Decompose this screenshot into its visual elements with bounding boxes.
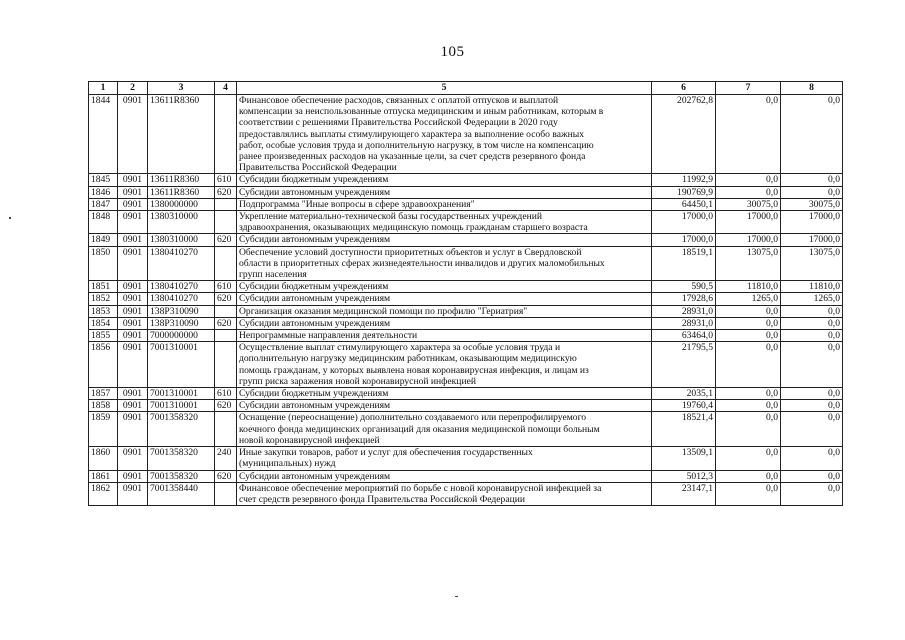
row-number: 1850 — [89, 246, 118, 281]
row-number: 1860 — [89, 447, 118, 470]
table-row — [89, 447, 843, 470]
item-description — [237, 246, 652, 281]
amount-2023: 0,0 — [781, 174, 843, 186]
row-number: 1851 — [89, 281, 118, 293]
expense-type-code — [215, 482, 237, 505]
expense-type-code: 620 — [215, 293, 237, 305]
item-description — [237, 95, 652, 174]
row-number: 1853 — [89, 305, 118, 317]
amount-2023: 0,0 — [781, 95, 843, 174]
description-line: ранее произведенных расходов на указанные цели, за счет средств резервного фонда — [239, 151, 586, 163]
target-article-code: 138P310090 — [148, 317, 215, 329]
amount-2023: 0,0 — [781, 330, 843, 342]
amount-2022: 0,0 — [716, 330, 781, 342]
table-row — [89, 342, 843, 388]
amount-2022: 0,0 — [716, 470, 781, 482]
amount-2022: 0,0 — [716, 447, 781, 470]
header-col-3: 3 — [148, 82, 215, 95]
description-line: групп риска заражения новой коронавирусной инфекцией — [239, 375, 476, 387]
budget-table — [88, 81, 843, 506]
description-line: групп населения — [239, 269, 307, 281]
table-row — [89, 186, 843, 198]
row-number: 1855 — [89, 330, 118, 342]
row-number: 1862 — [89, 482, 118, 505]
section-code: 0901 — [118, 305, 148, 317]
description-line: Оснащение (переоснащение) дополнительно создаваемого или перепрофилируемого — [239, 412, 587, 424]
target-article-code: 1380410270 — [148, 281, 215, 293]
amount-2022: 0,0 — [716, 342, 781, 388]
table-header — [89, 82, 843, 95]
target-article-code: 1380410270 — [148, 246, 215, 281]
description-line: соответствии с решениями Правительства Российской Федерации в 2020 году — [239, 117, 558, 129]
header-col-4: 4 — [215, 82, 237, 95]
header-col-2: 2 — [118, 82, 148, 95]
amount-2022: 11810,0 — [716, 281, 781, 293]
table-row — [89, 470, 843, 482]
amount-2021: 2035,1 — [652, 388, 716, 400]
amount-2022: 0,0 — [716, 186, 781, 198]
item-description — [237, 330, 652, 342]
header-col-7: 7 — [716, 82, 781, 95]
amount-2021: 28931,0 — [652, 317, 716, 329]
amount-2021: 17000,0 — [652, 234, 716, 246]
amount-2021: 17928,6 — [652, 293, 716, 305]
expense-type-code: 610 — [215, 388, 237, 400]
row-number: 1857 — [89, 388, 118, 400]
expense-type-code — [215, 412, 237, 447]
table-row — [89, 293, 843, 305]
target-article-code: 7000000000 — [148, 330, 215, 342]
target-article-code: 1380310000 — [148, 211, 215, 234]
amount-2021: 11992,9 — [652, 174, 716, 186]
expense-type-code — [215, 198, 237, 210]
amount-2023: 0,0 — [781, 305, 843, 317]
header-col-6: 6 — [652, 82, 716, 95]
amount-2022: 0,0 — [716, 95, 781, 174]
amount-2022: 0,0 — [716, 305, 781, 317]
amount-2022: 0,0 — [716, 400, 781, 412]
expense-type-code: 620 — [215, 234, 237, 246]
amount-2021: 17000,0 — [652, 211, 716, 234]
item-description — [237, 342, 652, 388]
table-row — [89, 198, 843, 210]
expense-type-code: 610 — [215, 174, 237, 186]
expense-type-code: 240 — [215, 447, 237, 470]
table-row — [89, 234, 843, 246]
target-article-code: 1380000000 — [148, 198, 215, 210]
description-line: Организация оказания медицинской помощи по профилю "Гериатрия" — [239, 305, 528, 317]
section-code: 0901 — [118, 330, 148, 342]
target-article-code: 7001310001 — [148, 388, 215, 400]
page-number: 105 — [440, 44, 465, 60]
section-code: 0901 — [118, 281, 148, 293]
item-description — [237, 317, 652, 329]
row-number: 1852 — [89, 293, 118, 305]
row-number: 1848 — [89, 211, 118, 234]
amount-2022: 0,0 — [716, 412, 781, 447]
expense-type-code — [215, 95, 237, 174]
section-code: 0901 — [118, 95, 148, 174]
item-description — [237, 211, 652, 234]
target-article-code: 7001310001 — [148, 342, 215, 388]
description-line: Подпрограмма "Иные вопросы в сфере здравоохранения" — [239, 198, 475, 210]
amount-2023: 17000,0 — [781, 234, 843, 246]
description-line: Укрепление материально-технической базы государственных учреждений — [239, 211, 542, 223]
description-line: Субсидии бюджетным учреждениям — [239, 281, 389, 293]
row-number: 1856 — [89, 342, 118, 388]
expense-type-code — [215, 211, 237, 234]
item-description — [237, 482, 652, 505]
item-description — [237, 470, 652, 482]
amount-2021: 202762,8 — [652, 95, 716, 174]
expense-type-code: 620 — [215, 400, 237, 412]
header-col-5: 5 — [237, 82, 652, 95]
scan-mark-left — [9, 217, 11, 219]
amount-2022: 0,0 — [716, 388, 781, 400]
expense-type-code — [215, 342, 237, 388]
amount-2021: 18521,4 — [652, 412, 716, 447]
amount-2021: 63464,0 — [652, 330, 716, 342]
section-code: 0901 — [118, 293, 148, 305]
row-number: 1859 — [89, 412, 118, 447]
amount-2021: 23147,1 — [652, 482, 716, 505]
description-line: компенсации за неиспользованные отпуска медицинским и иным работникам, которым в — [239, 106, 604, 118]
description-line: предоставлялись выплаты стимулирующего характера за выполнение особо важных — [239, 128, 585, 140]
target-article-code: 13611R8360 — [148, 174, 215, 186]
amount-2021: 64450,1 — [652, 198, 716, 210]
item-description — [237, 281, 652, 293]
expense-type-code — [215, 246, 237, 281]
section-code: 0901 — [118, 186, 148, 198]
amount-2021: 18519,1 — [652, 246, 716, 281]
description-line: новой коронавирусной инфекцией — [239, 434, 380, 446]
description-line: Осуществление выплат стимулирующего характера за особые условия труда и — [239, 342, 561, 354]
section-code: 0901 — [118, 400, 148, 412]
row-number: 1858 — [89, 400, 118, 412]
table-row — [89, 317, 843, 329]
description-line: Субсидии автономным учреждениям — [239, 470, 391, 482]
row-number: 1847 — [89, 198, 118, 210]
section-code: 0901 — [118, 470, 148, 482]
section-code: 0901 — [118, 482, 148, 505]
item-description — [237, 412, 652, 447]
item-description — [237, 174, 652, 186]
amount-2021: 21795,5 — [652, 342, 716, 388]
row-number: 1861 — [89, 470, 118, 482]
item-description — [237, 186, 652, 198]
description-line: дополнительную нагрузку медицинским работникам, оказывающим медицинскую — [239, 353, 577, 365]
description-line: Субсидии автономным учреждениям — [239, 293, 391, 305]
row-number: 1844 — [89, 95, 118, 174]
amount-2021: 19760,4 — [652, 400, 716, 412]
target-article-code: 138P310090 — [148, 305, 215, 317]
target-article-code: 7001358320 — [148, 470, 215, 482]
amount-2023: 30075,0 — [781, 198, 843, 210]
amount-2022: 13075,0 — [716, 246, 781, 281]
table-body — [89, 95, 843, 506]
description-line: Субсидии бюджетным учреждениям — [239, 174, 389, 186]
table-row — [89, 330, 843, 342]
amount-2023: 0,0 — [781, 400, 843, 412]
row-number: 1846 — [89, 186, 118, 198]
target-article-code: 7001358320 — [148, 412, 215, 447]
item-description — [237, 305, 652, 317]
expense-type-code: 620 — [215, 470, 237, 482]
row-number: 1849 — [89, 234, 118, 246]
amount-2023: 0,0 — [781, 412, 843, 447]
description-line: Субсидии автономным учреждениям — [239, 400, 391, 412]
row-number: 1845 — [89, 174, 118, 186]
amount-2023: 0,0 — [781, 388, 843, 400]
section-code: 0901 — [118, 211, 148, 234]
section-code: 0901 — [118, 246, 148, 281]
scan-mark-bottom — [455, 596, 458, 597]
expense-type-code: 620 — [215, 186, 237, 198]
amount-2022: 1265,0 — [716, 293, 781, 305]
section-code: 0901 — [118, 388, 148, 400]
description-line: Субсидии автономным учреждениям — [239, 186, 391, 198]
item-description — [237, 388, 652, 400]
section-code: 0901 — [118, 447, 148, 470]
table-row — [89, 246, 843, 281]
amount-2022: 0,0 — [716, 482, 781, 505]
table-row — [89, 482, 843, 505]
target-article-code: 7001358320 — [148, 447, 215, 470]
description-line: (муниципальных) нужд — [239, 458, 336, 470]
description-line: счет средств резервного фонда Правительства Российской Федерации — [239, 493, 525, 505]
description-line: Финансовое обеспечение расходов, связанных с оплатой отпусков и выплатой — [239, 95, 559, 106]
description-line: Правительства Российской Федерации — [239, 162, 397, 174]
table-row — [89, 305, 843, 317]
item-description — [237, 400, 652, 412]
row-number: 1854 — [89, 317, 118, 329]
description-line: Иные закупки товаров, работ и услуг для обеспечения государственных — [239, 447, 533, 459]
expense-type-code: 620 — [215, 317, 237, 329]
table-row — [89, 388, 843, 400]
item-description — [237, 234, 652, 246]
amount-2021: 13509,1 — [652, 447, 716, 470]
description-line: здравоохранения, оказывающих медицинскую помощь гражданам старшего возраста — [239, 222, 588, 234]
description-line: Обеспечение условий доступности приоритетных объектов и услуг в Свердловской — [239, 246, 582, 258]
description-line: Финансовое обеспечение мероприятий по борьбе с новой коронавирусной инфекцией за — [239, 482, 602, 494]
amount-2022: 30075,0 — [716, 198, 781, 210]
description-line: Субсидии автономным учреждениям — [239, 317, 391, 329]
section-code: 0901 — [118, 412, 148, 447]
target-article-code: 13611R8360 — [148, 95, 215, 174]
expense-type-code — [215, 305, 237, 317]
table-row — [89, 400, 843, 412]
amount-2023: 0,0 — [781, 482, 843, 505]
amount-2023: 17000,0 — [781, 211, 843, 234]
table-row — [89, 174, 843, 186]
target-article-code: 7001358440 — [148, 482, 215, 505]
section-code: 0901 — [118, 234, 148, 246]
description-line: коечного фонда медицинских организаций для оказания медицинской помощи больным — [239, 423, 600, 435]
header-row — [89, 82, 843, 95]
amount-2023: 0,0 — [781, 317, 843, 329]
amount-2023: 0,0 — [781, 447, 843, 470]
target-article-code: 1380410270 — [148, 293, 215, 305]
target-article-code: 1380310000 — [148, 234, 215, 246]
amount-2023: 0,0 — [781, 186, 843, 198]
amount-2021: 590,5 — [652, 281, 716, 293]
description-line: Непрограммные направления деятельности — [239, 330, 418, 342]
amount-2023: 1265,0 — [781, 293, 843, 305]
header-col-1: 1 — [89, 82, 118, 95]
amount-2022: 17000,0 — [716, 234, 781, 246]
table-row — [89, 412, 843, 447]
item-description — [237, 198, 652, 210]
target-article-code: 13611R8360 — [148, 186, 215, 198]
amount-2021: 190769,9 — [652, 186, 716, 198]
description-line: области в приоритетных сферах жизнедеятельности инвалидов и других маломобильных — [239, 257, 605, 269]
amount-2023: 11810,0 — [781, 281, 843, 293]
amount-2021: 28931,0 — [652, 305, 716, 317]
amount-2022: 17000,0 — [716, 211, 781, 234]
expense-type-code: 610 — [215, 281, 237, 293]
amount-2023: 13075,0 — [781, 246, 843, 281]
amount-2022: 0,0 — [716, 174, 781, 186]
description-line: Субсидии бюджетным учреждениям — [239, 388, 389, 400]
table-row — [89, 95, 843, 174]
item-description — [237, 293, 652, 305]
description-line: помощь гражданам, у которых выявлена новая коронавирусная инфекция, и лицам из — [239, 364, 589, 376]
amount-2022: 0,0 — [716, 317, 781, 329]
amount-2023: 0,0 — [781, 470, 843, 482]
section-code: 0901 — [118, 198, 148, 210]
table-row — [89, 281, 843, 293]
section-code: 0901 — [118, 174, 148, 186]
table-row — [89, 211, 843, 234]
amount-2023: 0,0 — [781, 342, 843, 388]
amount-2021: 5012,3 — [652, 470, 716, 482]
header-col-8: 8 — [781, 82, 843, 95]
section-code: 0901 — [118, 342, 148, 388]
section-code: 0901 — [118, 317, 148, 329]
description-line: работ, особые условия труда и дополнительную нагрузку, в том числе на компенсацию — [239, 139, 594, 151]
target-article-code: 7001310001 — [148, 400, 215, 412]
item-description — [237, 447, 652, 470]
expense-type-code — [215, 330, 237, 342]
description-line: Субсидии автономным учреждениям — [239, 234, 391, 246]
